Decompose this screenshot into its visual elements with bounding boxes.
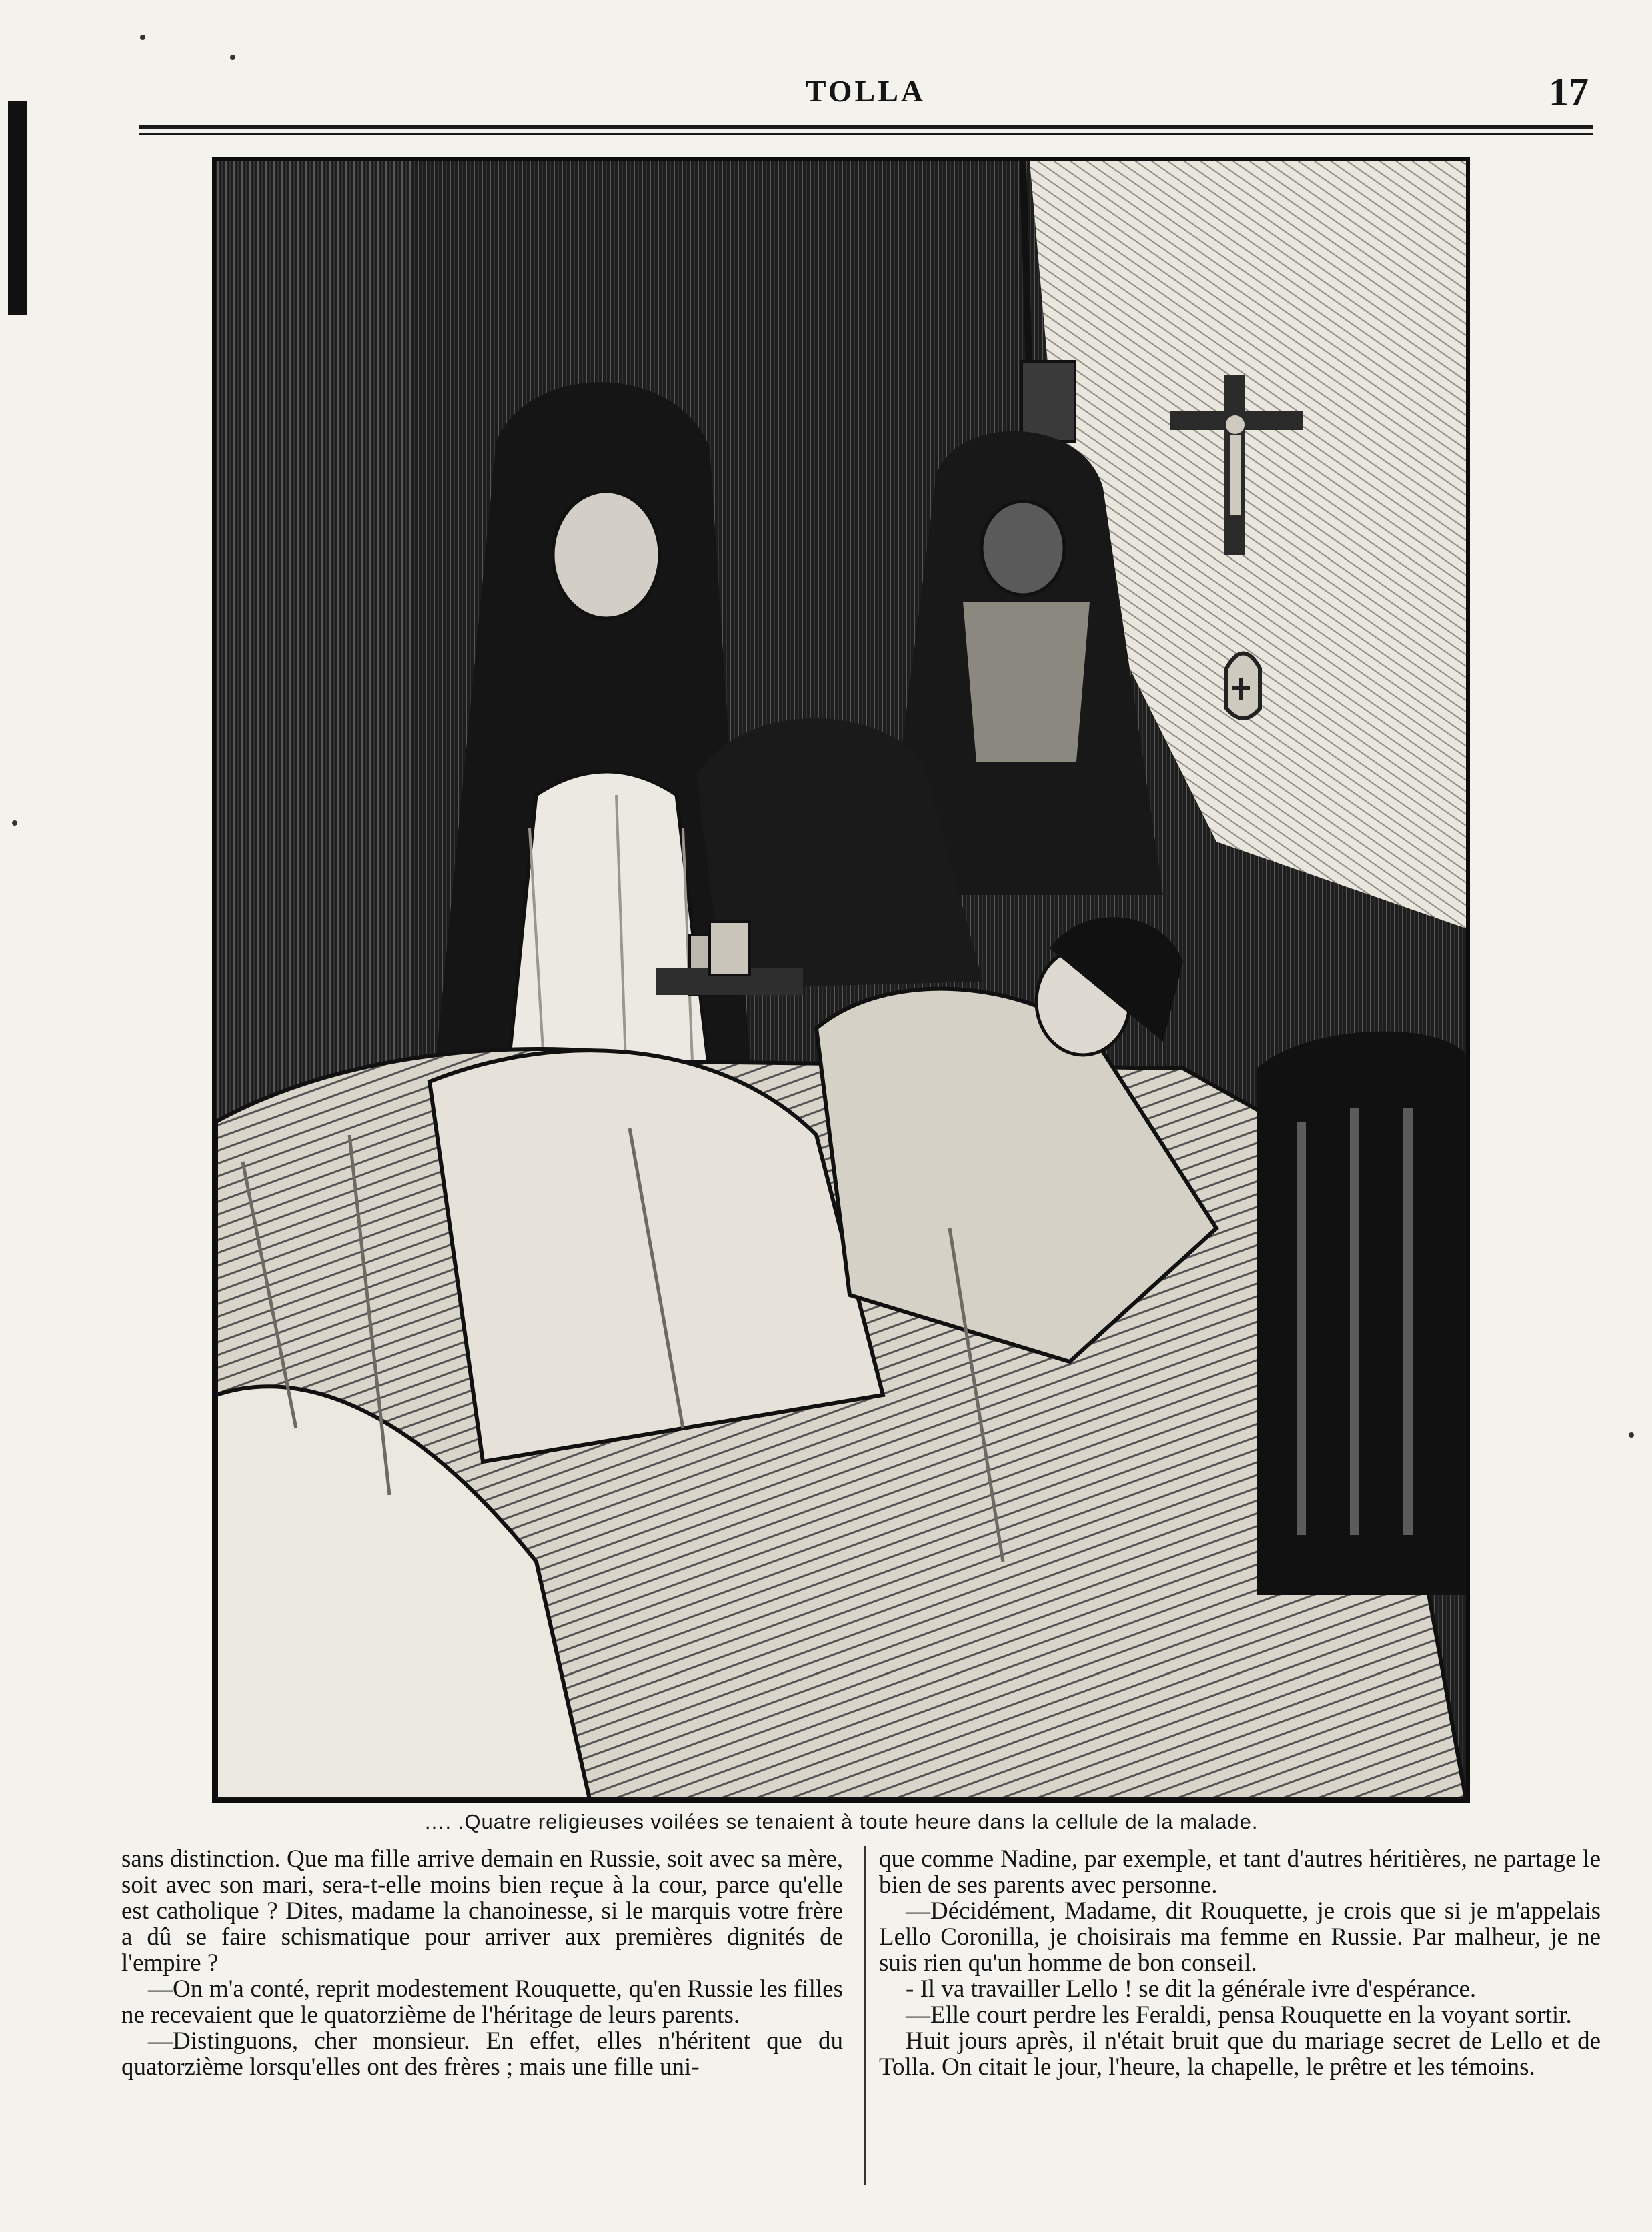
header-rule-thin (139, 133, 1593, 135)
ink-speck (140, 35, 145, 40)
header-rule-thick (139, 125, 1593, 129)
paragraph: sans distinction. Que ma fille arrive demain en Russie, soit avec sa mère, soit avec son mari, sera-t-elle moins bien reçue à la cour, parce qu'elle est catholique ? Dites, madame la chanoinesse, si le marquis votre frère a dû se faire schismatique pour arriver aux premières dignités de l'empire ? (121, 1845, 843, 1977)
paragraph: - Il va travailler Lello ! se dit la générale ivre d'espérance. (906, 1975, 1477, 2003)
engraving-illustration (212, 157, 1470, 1803)
running-header (139, 70, 1593, 120)
paragraph: Huit jours après, il n'était bruit que du mariage secret de Lello et de Tolla. On citait le jour, l'heure, la chapelle, le prêtre et les témoins. (879, 2027, 1601, 2081)
ink-speck (230, 55, 235, 60)
page-number: 17 (1549, 70, 1589, 114)
ink-speck (1629, 1432, 1634, 1438)
text-column-right (879, 1846, 1601, 2080)
paragraph: —On m'a conté, reprit modestement Rouquette, qu'en Russie les filles ne recevaient que le quatorzième de l'héritage de leurs parents. (121, 1975, 843, 2029)
text-column-left (121, 1846, 843, 2080)
paragraph: que comme Nadine, par exemple, et tant d'autres héritières, ne partage le bien de ses parents avec personne. (879, 1845, 1601, 1899)
paragraph: —Elle court perdre les Feraldi, pensa Rouquette en la voyant sortir. (906, 2001, 1572, 2029)
holy-water-font (1226, 654, 1260, 719)
wall-frame (1022, 361, 1075, 441)
illustration-caption: …. .Quatre religieuses voilées se tenaient à toute heure dans la cellule de la malade. (424, 1810, 1259, 1833)
paragraph: —Décidément, Madame, dit Rouquette, je crois que si je m'appelais Lello Coronilla, je choisirais ma femme en Russie. Par malheur, je ne suis rien qu'un homme de bon conseil. (879, 1897, 1601, 1977)
paragraph: —Distinguons, cher monsieur. En effet, elles n'héritent que du quatorzième lorsqu'elles ont des frères ; mais une fille uni- (121, 2027, 843, 2081)
ink-speck (12, 820, 17, 826)
column-divider (864, 1846, 866, 2185)
running-title: TOLLA (805, 74, 926, 108)
margin-scan-mark (8, 101, 27, 315)
wooden-chair (1257, 1032, 1466, 1595)
